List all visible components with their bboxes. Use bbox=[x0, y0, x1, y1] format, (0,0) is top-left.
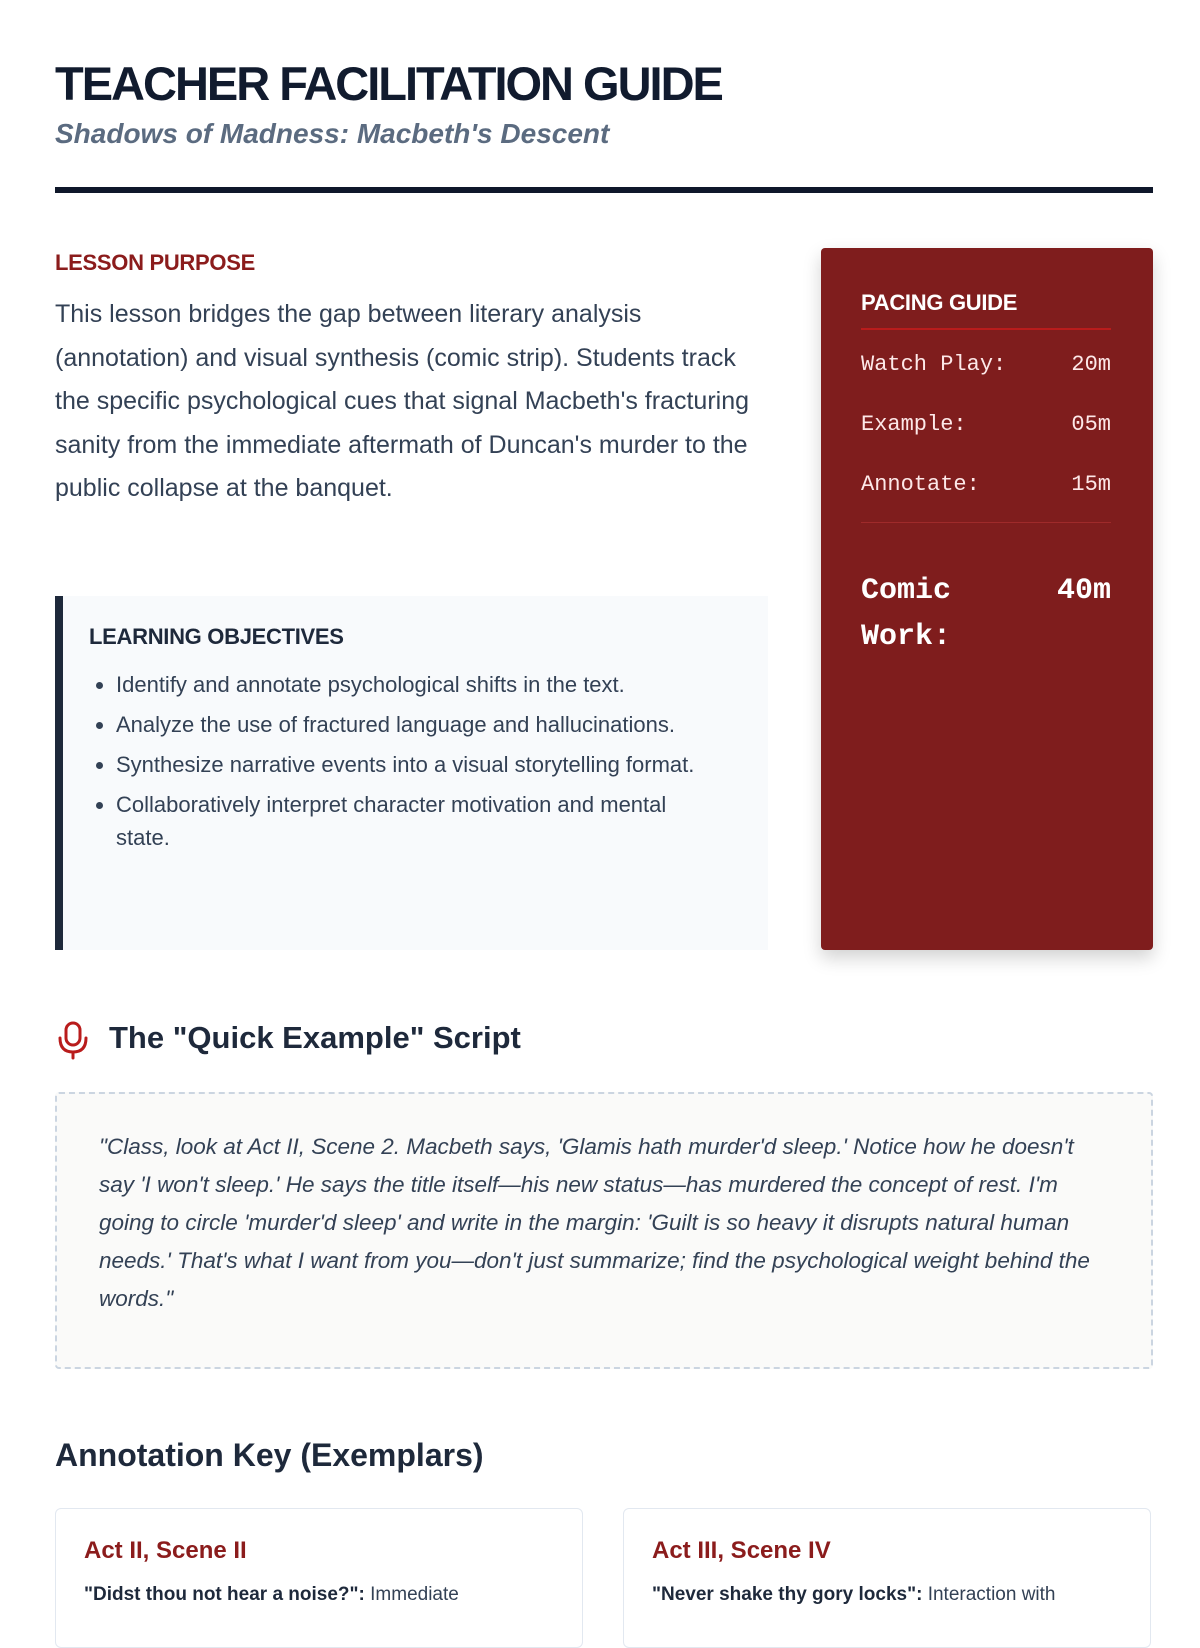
pacing-total-value: 40m bbox=[1056, 574, 1111, 608]
pacing-total-label: Comic Work: bbox=[861, 574, 952, 654]
annotation-card-act3 bbox=[623, 1508, 1151, 1648]
header-divider bbox=[55, 187, 1153, 193]
annotation-card-title: Act III, Scene IV bbox=[652, 1537, 831, 1564]
pacing-divider bbox=[861, 522, 1111, 523]
pacing-row-value: 15m bbox=[1071, 472, 1111, 497]
learning-objectives-list bbox=[89, 668, 716, 861]
objective-item: • Synthesize narrative events into a visual storytelling format. bbox=[116, 748, 716, 781]
pacing-row-watch-play bbox=[861, 352, 1111, 377]
script-box bbox=[55, 1092, 1153, 1369]
pacing-row-value: 05m bbox=[1071, 412, 1111, 437]
annotation-card-text bbox=[652, 1581, 1122, 1609]
annotation-card-title: Act II, Scene II bbox=[84, 1537, 247, 1564]
annotation-card-text bbox=[84, 1581, 554, 1609]
microphone-icon bbox=[55, 1020, 91, 1060]
pacing-row-label: Annotate: bbox=[861, 472, 980, 497]
pacing-row-label: Example: bbox=[861, 412, 967, 437]
annotation-key-title: Annotation Key (Exemplars) bbox=[55, 1437, 484, 1473]
pacing-row-value: 20m bbox=[1071, 352, 1111, 377]
pacing-total-comic-work bbox=[861, 568, 1111, 660]
learning-objectives-box bbox=[55, 596, 768, 950]
pacing-guide-panel bbox=[821, 248, 1153, 950]
objective-item: • Identify and annotate psychological shifts in the text. bbox=[116, 668, 716, 701]
objective-item: • Collaboratively interpret character motivation and mental state. bbox=[116, 788, 716, 854]
learning-objectives-title: LEARNING OBJECTIVES bbox=[89, 624, 344, 649]
page-subtitle: Shadows of Madness: Macbeth's Descent bbox=[55, 118, 610, 149]
script-title: The "Quick Example" Script bbox=[109, 1020, 521, 1055]
objective-item: • Analyze the use of fractured language and hallucinations. bbox=[116, 708, 716, 741]
lesson-purpose-text: This lesson bridges the gap between literary analysis (annotation) and visual synthesis (comic strip). Students track the specific psychological cues that signal Macbeth's fracturing sanity from the immediate aftermath of Duncan's murder to the public collapse at the banquet. bbox=[55, 300, 750, 502]
annotation-card-note: Immediate bbox=[364, 1584, 459, 1605]
pacing-row-example bbox=[861, 412, 1111, 437]
annotation-card-act2 bbox=[55, 1508, 583, 1648]
page-title: TEACHER FACILITATION GUIDE bbox=[55, 57, 722, 110]
annotation-card-quote: "Never shake thy gory locks": bbox=[652, 1584, 923, 1605]
lesson-purpose-label: LESSON PURPOSE bbox=[55, 250, 255, 275]
pacing-divider bbox=[861, 328, 1111, 330]
pacing-row-annotate bbox=[861, 472, 1111, 497]
script-text: "Class, look at Act II, Scene 2. Macbeth says, 'Glamis hath murder'd sleep.' Notice how he doesn't say 'I won't sleep.' He says the title itself—his new status—has murdered the concept of rest. I'm going to circle 'murder'd sleep' and write in the margin: 'Guilt is so heavy it disrupts natural human needs.' That's what I want from you—don't just summarize; find the psychological weight behind the words." bbox=[99, 1134, 1090, 1311]
pacing-row-label: Watch Play: bbox=[861, 352, 1007, 377]
annotation-card-quote: "Didst thou not hear a noise?": bbox=[84, 1584, 365, 1605]
annotation-card-note: Interaction with bbox=[922, 1584, 1056, 1605]
pacing-guide-title: PACING GUIDE bbox=[861, 290, 1018, 315]
